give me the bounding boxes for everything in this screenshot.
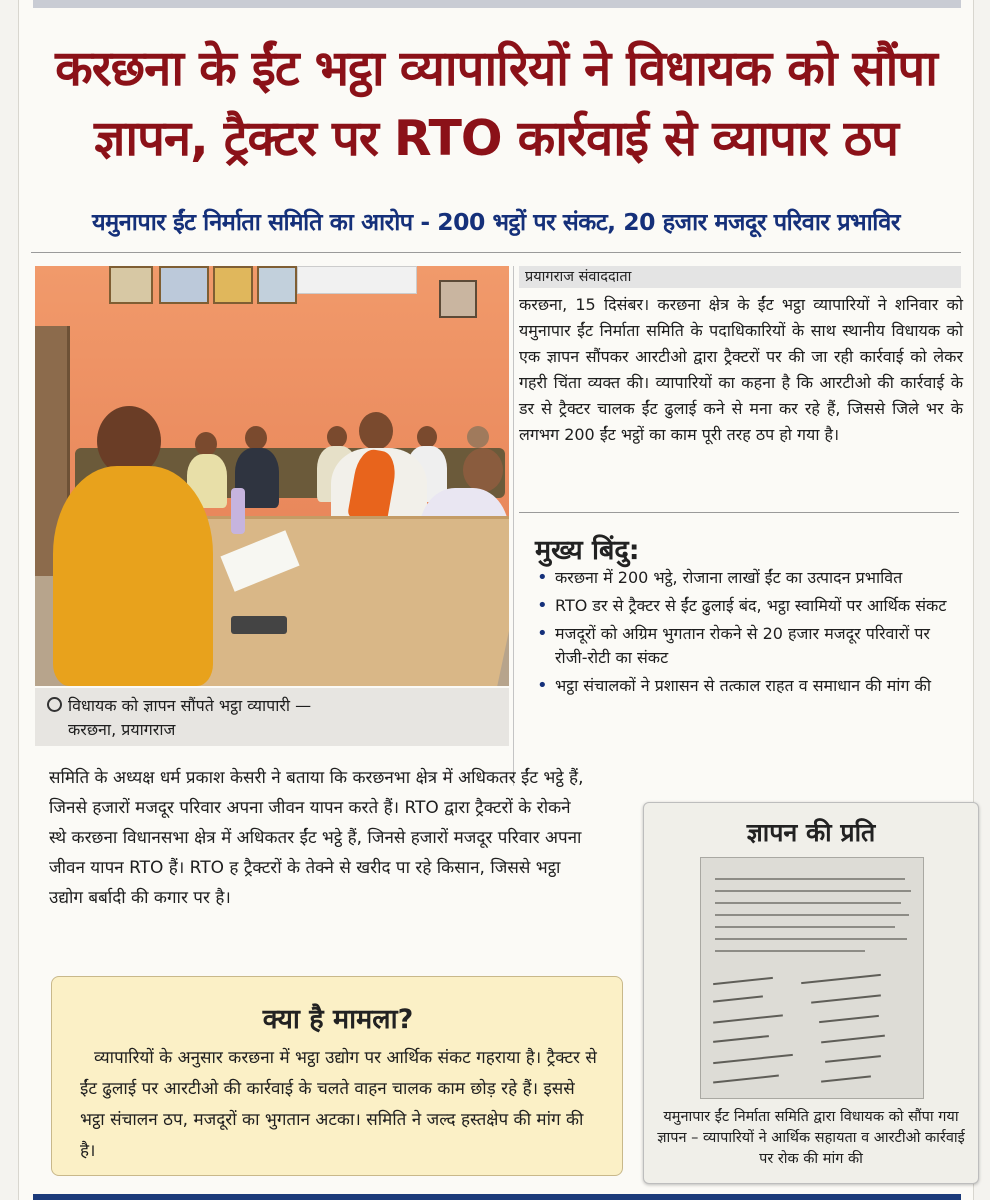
caption-line-1: विधायक को ज्ञापन सौंपते भट्ठा व्यापारी — xyxy=(68,696,312,715)
key-points-title: मुख्य बिंदु: xyxy=(535,535,640,566)
bottom-border-bar xyxy=(33,1194,961,1200)
explainer-title: क्या है मामला? xyxy=(262,1004,414,1035)
subheadline: यमुनापार ईंट निर्माता समिति का आरोप - 200 भट्ठों पर संकट, 20 हजार मजदूर परिवार प्रभाविर xyxy=(92,208,900,236)
memorandum-caption: यमुनापार ईंट निर्माता समिति द्वारा विधायक को सौंपा गया ज्ञापन – व्यापारियों ने आर्थिक सहायता व आरटीओ कार्रवाई पर रोक की मांग की xyxy=(657,1109,965,1167)
divider-rule xyxy=(519,512,959,513)
bullet-icon: • xyxy=(537,595,548,616)
caption-line-2: करछना, प्रयागराज xyxy=(68,720,176,739)
headline-line-1: करछना के ईंट भट्ठा व्यापारियों ने विधायक को सौंपा xyxy=(55,40,937,97)
key-point-item: • भट्ठा संचालकों ने प्रशासन से तत्काल राहत व समाधान की मांग की xyxy=(537,675,931,696)
photo-caption xyxy=(35,688,509,746)
reporter-byline: प्रयागराज संवाददाता xyxy=(519,266,961,288)
explainer-body: व्यापारियों के अनुसार करछना में भट्ठा उद्योग पर आर्थिक संकट गहराया है। ट्रैक्टर से ईंट ढुलाई पर आरटीओ की कार्रवाई के चलते वाहन चालक काम छोड़ रहे हैं। इससे भट्ठा संचालन ठप, मजदूरों का भुगतान अटका। समिति ने जल्द हस्तक्षेप की मांग की है। xyxy=(80,1048,597,1161)
headline xyxy=(19,34,973,174)
divider-rule xyxy=(31,252,961,253)
explainer-box xyxy=(51,976,623,1176)
circle-bullet-icon xyxy=(47,697,62,712)
top-border-bar xyxy=(33,0,961,8)
key-points-list xyxy=(533,566,965,702)
story-intro: करछना, 15 दिसंबर। करछना क्षेत्र के ईंट भट्ठा व्यापारियों ने शनिवार को यमुनापार ईंट निर्माता समिति के पदाधिकारियों के साथ स्थानीय विधायक को एक ज्ञापन सौंपकर आरटीओ द्वारा ट्रैक्टरों पर की जा रही कार्रवाई को लेकर गहरी चिंता व्यक्त की। व्यापारियों का कहना है कि आरटीओ की कार्रवाई के डर से ट्रैक्टर चालक ईंट ढुलाई कने से मना कर रहे हैं, जिससे जिले भर के लगभग 200 ईंट भट्ठों का काम पूरी तरह ठप हो गया है। xyxy=(519,295,963,444)
key-point-item: • करछना में 200 भट्ठे, रोजाना लाखों ईंट का उत्पादन प्रभावित xyxy=(537,567,903,588)
memorandum-document-image xyxy=(700,857,924,1099)
headline-line-2: ज्ञापन, ट्रैक्टर पर RTO कार्रवाई से व्यापार ठप xyxy=(94,110,898,167)
story-body: समिति के अध्यक्ष धर्म प्रकाश केसरी ने बताया कि करछनभा क्षेत्र में अधिकतर ईंट भट्ठे हैं, जिनसे हजारों मजदूर परिवार अपना जीवन यापन करते हैं। RTO द्वारा ट्रैक्टरों के रोकने स्थे करछना विधानसभा क्षेत्र में अधिकतर ईंट भट्ठे हैं, जिनसे हजारों मजदूर परिवार अपना जीवन यापन RTO हैं। RTO ह ट्रैक्टरों के तेक्ने से खरीद पा रहे किसान, जिससे भट्ठा उद्योग बर्बादी की कगार पर है। xyxy=(49,768,584,908)
bullet-icon: • xyxy=(537,623,548,644)
memorandum-panel xyxy=(643,802,979,1184)
bullet-icon: • xyxy=(537,567,548,588)
column-divider xyxy=(513,266,514,786)
key-point-item: • RTO डर से ट्रैक्टर से ईंट ढुलाई बंद, भट्ठा स्वामियों पर आर्थिक संकट xyxy=(537,595,947,616)
memorandum-title: ज्ञापन की प्रति xyxy=(746,818,876,847)
meeting-photo xyxy=(35,266,509,686)
newspaper-page xyxy=(18,0,974,1200)
bullet-icon: • xyxy=(537,675,548,696)
key-point-item: • मजदूरों को अग्रिम भुगतान रोकने से 20 हजार मजदूर परिवारों पर रोजी-रोटी का संकट xyxy=(537,623,930,667)
